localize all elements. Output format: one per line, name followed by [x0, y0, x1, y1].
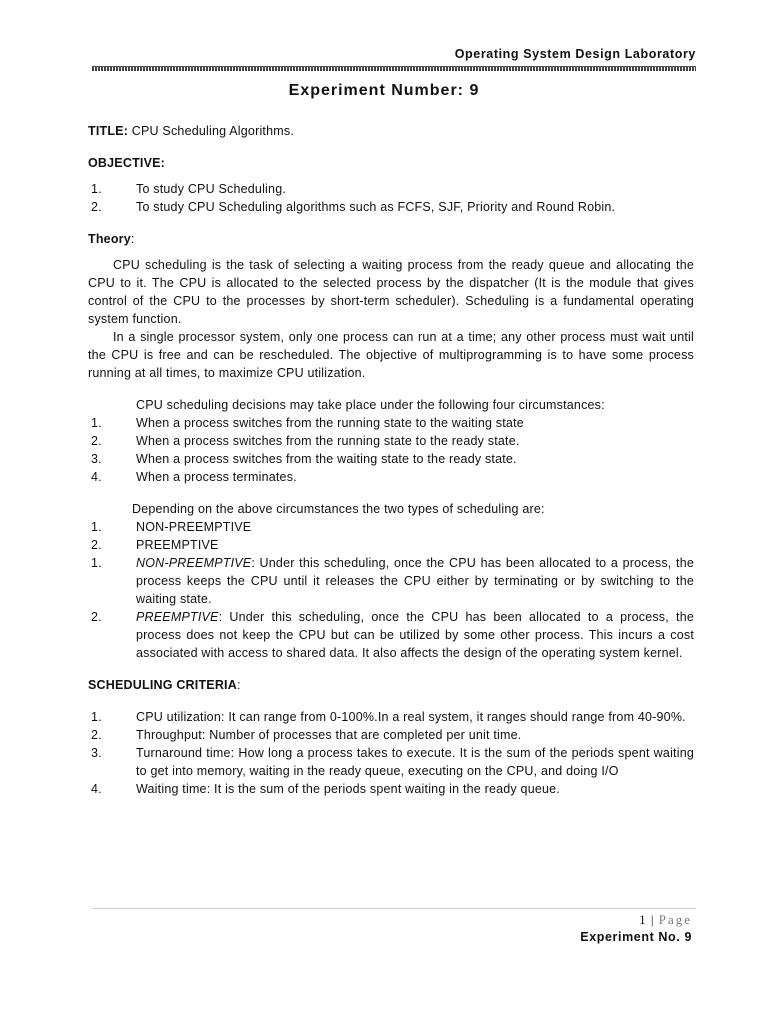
types-list — [88, 518, 694, 554]
list-item: 2. Throughput: Number of processes that are completed per unit time. — [91, 728, 522, 742]
header-lab-name: Operating System Design Laboratory — [454, 47, 696, 61]
term-non-preemptive: NON-PREEMPTIVE — [136, 556, 252, 570]
list-item: 2. PREEMPTIVE: Under this scheduling, once the CPU has been allocated to a process, the process does not keep the CPU but can be utilized by some other process. This incurs a cost associated with access to shared data. It also affects the design of the operating system kernel. — [91, 610, 694, 660]
type-definitions-list — [88, 554, 694, 662]
theory-heading-line: Theory: — [88, 232, 135, 246]
list-item: 1. NON-PREEMPTIVE — [91, 520, 252, 534]
list-item: 1. NON-PREEMPTIVE: Under this scheduling, once the CPU has been allocated to a process, the process keeps the CPU until it releases the CPU either by terminating or by switching to the waiting state. — [91, 556, 694, 606]
title-line — [88, 122, 694, 140]
list-item: 1. When a process switches from the running state to the waiting state — [91, 416, 524, 430]
header-divider — [92, 66, 696, 71]
document-body — [88, 122, 694, 798]
theory-paragraph-1: CPU scheduling is the task of selecting a waiting process from the ready queue and allocating the CPU to it. The CPU is allocated to the selected process by the dispatcher (It is the module that gives control of the CPU to the processes by short-term scheduler). Scheduling is a fundamental operating system function. — [88, 258, 694, 326]
objective-heading: OBJECTIVE: — [88, 156, 166, 170]
page-number: 1 | Page — [639, 912, 692, 927]
footer-experiment-no: Experiment No. 9 — [580, 930, 692, 944]
objectives-list — [88, 180, 694, 216]
list-item: 4. When a process terminates. — [91, 470, 297, 484]
title-text: CPU Scheduling Algorithms. — [128, 124, 294, 138]
title-label: TITLE: — [88, 124, 129, 138]
list-item: 2. To study CPU Scheduling algorithms such as FCFS, SJF, Priority and Round Robin. — [91, 200, 616, 214]
theory-paragraph-2: In a single processor system, only one process can run at a time; any other process must wait until the CPU is free and can be rescheduled. The objective of multiprogramming is to have some process running at all times, to maximize CPU utilization. — [88, 330, 694, 380]
term-preemptive: PREEMPTIVE — [136, 610, 219, 624]
list-item: 4. Waiting time: It is the sum of the periods spent waiting in the ready queue. — [91, 782, 560, 796]
list-item: 1. CPU utilization: It can range from 0-100%.In a real system, it ranges should range from 40-90%. — [91, 710, 686, 724]
list-item: 3. When a process switches from the waiting state to the ready state. — [91, 452, 517, 466]
list-item: 3. Turnaround time: How long a process takes to execute. It is the sum of the periods spent waiting to get into memory, waiting in the ready queue, executing on the CPU, and doing I/O — [91, 746, 694, 778]
theory-heading: Theory — [88, 232, 131, 246]
criteria-list — [88, 708, 694, 798]
list-item: 2. PREEMPTIVE — [91, 538, 219, 552]
criteria-heading-line: SCHEDULING CRITERIA: — [88, 678, 241, 692]
circumstances-intro: CPU scheduling decisions may take place under the following four circumstances: — [136, 398, 605, 412]
list-item: 2. When a process switches from the running state to the ready state. — [91, 434, 520, 448]
circumstances-list — [88, 414, 694, 486]
criteria-heading: SCHEDULING CRITERIA — [88, 678, 237, 692]
types-intro: Depending on the above circumstances the two types of scheduling are: — [132, 502, 545, 516]
experiment-title: Experiment Number: 9 — [288, 82, 480, 99]
footer-divider — [92, 908, 696, 909]
list-item: 1. To study CPU Scheduling. — [91, 182, 287, 196]
